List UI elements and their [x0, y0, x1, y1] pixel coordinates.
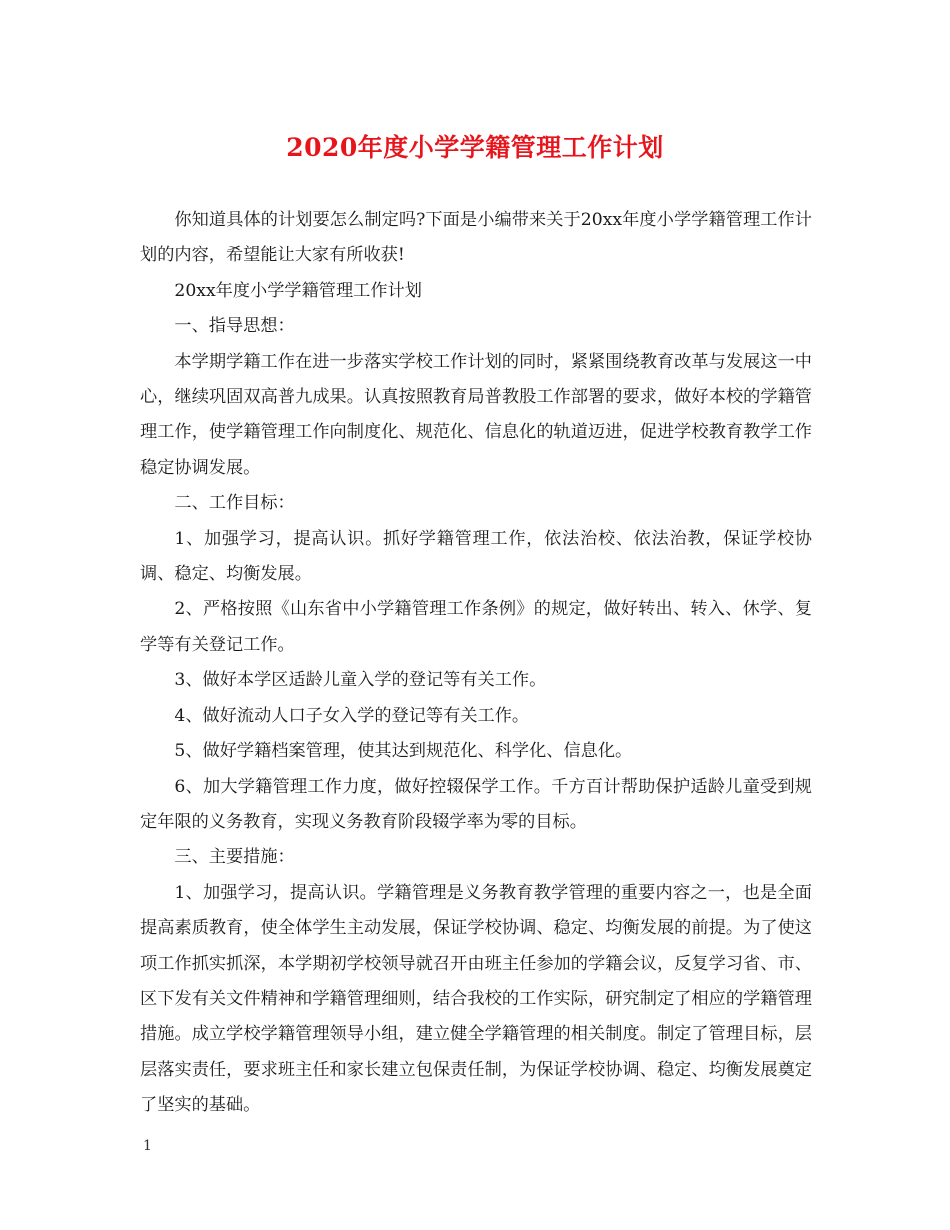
document-body	[140, 203, 812, 1124]
paragraph-guiding-ideology: 本学期学籍工作在进一步落实学校工作计划的同时，紧紧围绕教育改革与发展这一中心，继续巩固双高普九成果。认真按照教育局普教股工作部署的要求，做好本校的学籍管理工作，使学籍管理工作向制度化、规范化、信息化的轨道迈进，促进学校教育教学工作稳定协调发展。	[140, 351, 812, 478]
page-number: 1	[143, 1138, 152, 1154]
paragraph-subtitle: 20xx年度小学学籍管理工作计划	[174, 280, 422, 301]
paragraph-measure-1: 1、加强学习，提高认识。学籍管理是义务教育教学管理的重要内容之一，也是全面提高素质教育，使全体学生主动发展，保证学校协调、稳定、均衡发展的前提。为了使这项工作抓实抓深，本学期初学校领导就召开由班主任参加的学籍会议，反复学习省、市、区下发有关文件精神和学籍管理细则，结合我校的工作实际，研究制定了相应的学籍管理措施。成立学校学籍管理领导小组，建立健全学籍管理的相关制度。制定了管理目标，层层落实责任，要求班主任和家长建立包保责任制，为保证学校协调、稳定、均衡发展奠定了坚实的基础。	[140, 882, 812, 1116]
paragraph-goal-4: 4、做好流动人口子女入学的登记等有关工作。	[174, 705, 530, 726]
document-title: 2020年度小学学籍管理工作计划	[286, 133, 664, 162]
paragraph-goal-2: 2、严格按照《山东省中小学籍管理工作条例》的规定，做好转出、转入、休学、复学等有关登记工作。	[140, 599, 812, 655]
paragraph-intro: 你知道具体的计划要怎么制定吗?下面是小编带来关于20xx年度小学学籍管理工作计划的内容，希望能让大家有所收获!	[140, 210, 812, 266]
section-heading-main-measures: 三、主要措施：	[174, 847, 295, 868]
paragraph-goal-3: 3、做好本学区适龄儿童入学的登记等有关工作。	[174, 670, 547, 691]
paragraph-goal-5: 5、做好学籍档案管理，使其达到规范化、科学化、信息化。	[174, 741, 633, 762]
section-heading-work-goals: 二、工作目标：	[174, 493, 295, 514]
section-heading-guiding-ideology: 一、指导思想：	[174, 316, 295, 337]
paragraph-goal-6: 6、加大学籍管理工作力度，做好控辍保学工作。千方百计帮助保护适龄儿童受到规定年限的义务教育，实现义务教育阶段辍学率为零的目标。	[140, 776, 812, 832]
paragraph-goal-1: 1、加强学习，提高认识。抓好学籍管理工作，依法治校、依法治教，保证学校协调、稳定、均衡发展。	[140, 528, 812, 585]
